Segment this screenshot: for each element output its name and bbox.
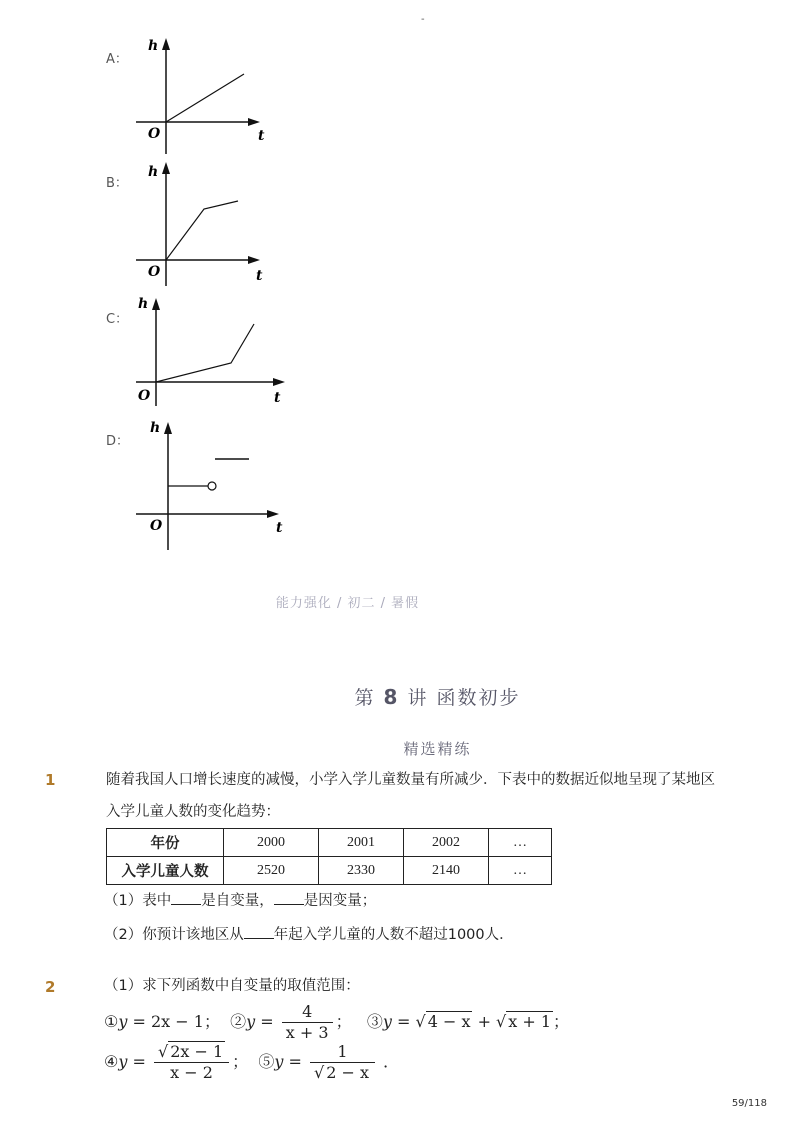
- f4-eq: =: [132, 1052, 146, 1071]
- lecture-prefix: 第: [354, 687, 376, 709]
- f1-lhs: y: [118, 1012, 128, 1031]
- question-2-part1: （1）求下列函数中自变量的取值范围：: [104, 978, 360, 994]
- q1-part2-a: （2）你预计该地区从: [104, 927, 244, 943]
- f3-lhs: y: [382, 1012, 392, 1031]
- f3-marker: ③: [366, 1012, 383, 1031]
- f2-sep: ；: [335, 1012, 352, 1031]
- table-cell: 2520: [224, 857, 319, 885]
- graph-a: [130, 34, 290, 156]
- f4-marker: ④: [104, 1052, 119, 1071]
- f4-numerator-root: 2x − 1: [170, 1042, 224, 1061]
- f2-fraction: [282, 1002, 333, 1043]
- table-header-year: 年份: [107, 829, 224, 857]
- graph-c: [130, 294, 295, 406]
- graph-d-y-label: h: [150, 420, 161, 436]
- f3-root2: x + 1: [508, 1012, 552, 1031]
- blank-field[interactable]: [274, 892, 304, 905]
- graph-d-origin: O: [150, 518, 163, 534]
- q1-part1-b: 是自变量，: [201, 893, 274, 909]
- f3-sep: ；: [553, 1012, 570, 1031]
- f5-marker: ⑤: [258, 1052, 275, 1071]
- graph-b-x-label: t: [256, 268, 263, 284]
- graph-c-origin: O: [138, 388, 151, 404]
- table-row: [107, 829, 552, 857]
- lecture-title: [0, 683, 800, 710]
- f2-numerator: 4: [302, 1002, 313, 1021]
- f4-denominator: x − 2: [154, 1062, 229, 1083]
- graph-c-x-label: t: [274, 390, 281, 406]
- blank-field[interactable]: [244, 926, 274, 939]
- f4-sep: ；: [232, 1052, 249, 1071]
- f5-lhs: y: [274, 1052, 284, 1071]
- f2-denominator: x + 3: [282, 1022, 333, 1043]
- f3-eq: =: [397, 1012, 411, 1031]
- f5-numerator: 1: [337, 1042, 348, 1061]
- option-b-label: B：: [106, 176, 128, 191]
- graph-a-line: [166, 74, 244, 122]
- option-c-label: C：: [106, 312, 129, 327]
- table-cell: …: [489, 857, 552, 885]
- table-cell: 2330: [319, 857, 404, 885]
- f3-plus: +: [477, 1012, 491, 1031]
- option-d-label: D：: [106, 434, 130, 449]
- option-a-label: A：: [106, 52, 128, 67]
- f4-numerator: √ 2x − 1: [157, 1042, 224, 1061]
- table-row: [107, 857, 552, 885]
- graph-d: [130, 416, 290, 554]
- question-2-number: 2: [45, 978, 56, 996]
- f2-marker: ②: [230, 1012, 247, 1031]
- f5-eq: =: [288, 1052, 302, 1071]
- graph-a-y-label: h: [148, 38, 159, 54]
- table-cell: 2140: [404, 857, 489, 885]
- f4-fraction: [154, 1042, 229, 1083]
- f5-fraction: [310, 1042, 375, 1083]
- page-footer-caption: 能力强化 / 初二 / 暑假: [275, 596, 420, 611]
- f5-denominator-root: 2 − x: [326, 1063, 369, 1082]
- table-header-count: 入学儿童人数: [107, 857, 224, 885]
- q1-part1-c: 是因变量；: [303, 893, 377, 909]
- table-cell: …: [489, 829, 552, 857]
- graph-c-line: [156, 324, 254, 382]
- lecture-suffix: 讲 函数初步: [407, 687, 521, 709]
- question-1-text-line1: 随着我国人口增长速度的减慢，小学入学儿童数量有所减少．下表中的数据近似地呈现了某地区: [106, 772, 715, 788]
- graph-d-open-point: [208, 482, 216, 490]
- table-cell: 2000: [224, 829, 319, 857]
- graph-d-x-label: t: [276, 520, 283, 536]
- question-1-text-line2: 入学儿童人数的变化趋势：: [106, 804, 280, 820]
- f3-root1: 4 − x: [427, 1012, 471, 1031]
- page-indicator: 59/118: [731, 1098, 767, 1109]
- formula-row-2: [104, 1042, 399, 1083]
- graph-c-y-label: h: [138, 296, 149, 312]
- graph-a-x-label: t: [258, 128, 265, 144]
- q1-part2-b: 年起入学儿童的人数不超过1000人．: [273, 927, 514, 943]
- graph-b: [130, 158, 290, 286]
- table-cell: 2001: [319, 829, 404, 857]
- f1-rhs: = 2x − 1: [132, 1012, 204, 1031]
- f5-sep: ．: [383, 1052, 400, 1071]
- f2-eq: =: [260, 1012, 274, 1031]
- question-1-part2: [104, 923, 514, 947]
- f5-denominator: √ 2 − x: [310, 1062, 375, 1083]
- f4-lhs: y: [118, 1052, 128, 1071]
- formula-row-1: ①y = 2x − 1； ②y = $\frac{4}{x + 3}$ ； ③y = √ 4 − x + √ x + 1 ；: [104, 1002, 570, 1042]
- enrollment-table: [106, 828, 552, 885]
- q1-part1-a: （1）表中: [104, 893, 172, 909]
- section-title: 精选精练: [403, 740, 472, 758]
- question-1-part1: [104, 889, 376, 913]
- f2-lhs: y: [246, 1012, 256, 1031]
- top-mark: -: [421, 14, 425, 25]
- question-1-number: 1: [45, 771, 56, 789]
- graph-b-line: [166, 201, 238, 260]
- f1-sep: ；: [203, 1012, 220, 1031]
- lecture-number: 8: [383, 685, 400, 709]
- f1-marker: ①: [104, 1012, 119, 1031]
- graph-b-origin: O: [148, 264, 161, 280]
- graph-a-origin: O: [148, 126, 161, 142]
- blank-field[interactable]: [171, 892, 201, 905]
- graph-b-y-label: h: [148, 164, 159, 180]
- table-cell: 2002: [404, 829, 489, 857]
